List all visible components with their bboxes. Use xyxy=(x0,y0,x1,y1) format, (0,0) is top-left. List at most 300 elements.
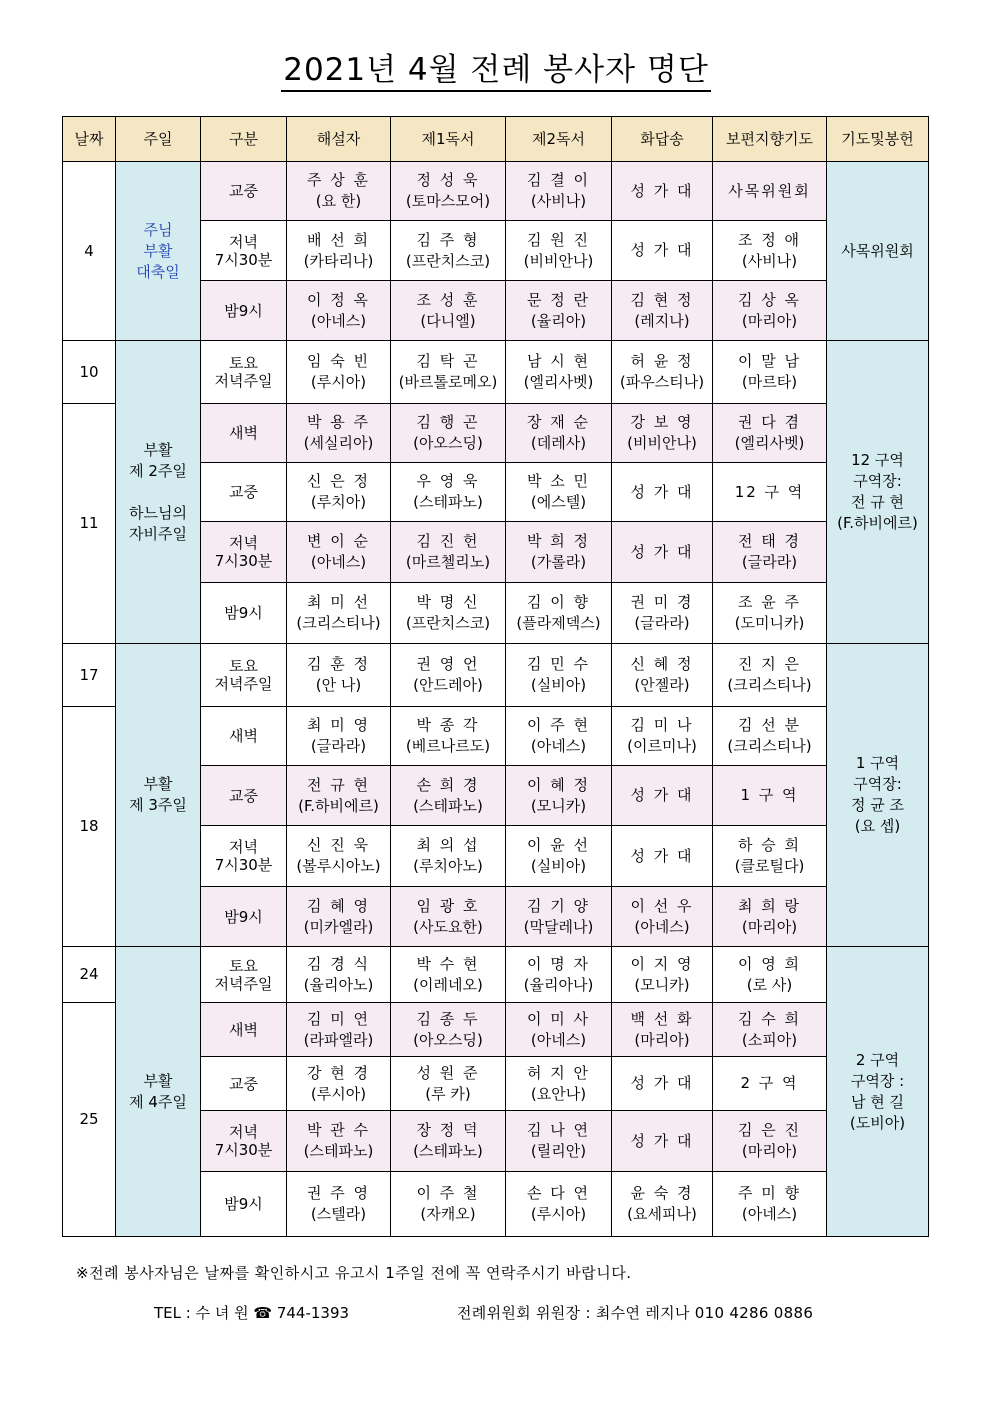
psalm-cell xyxy=(612,1003,713,1057)
reading2-cell xyxy=(506,766,612,826)
cell-line: 저녁 xyxy=(229,1123,258,1141)
cell-line: 제 3주일 xyxy=(129,796,187,814)
cell-line: 성 가 대 xyxy=(630,1131,694,1150)
cell-line: 제 4주일 xyxy=(129,1092,187,1111)
cell-line: 저녁 xyxy=(229,534,258,552)
reading1-cell xyxy=(391,281,506,341)
cell-line: 백 선 화 xyxy=(630,1009,694,1028)
cell-line: (엘리사벳) xyxy=(523,373,594,391)
cell-line: 손 희 경 xyxy=(416,775,480,794)
intercessions-cell xyxy=(713,162,827,221)
service-cell xyxy=(201,522,287,583)
cell-line: 성 원 준 xyxy=(416,1063,480,1082)
intercessions-cell xyxy=(713,1111,827,1172)
commentator-cell xyxy=(287,826,391,887)
commentator-cell xyxy=(287,404,391,463)
cell-line: 교중 xyxy=(229,182,258,200)
cell-line: 이 혜 정 xyxy=(526,775,590,794)
reading2-cell xyxy=(506,1172,612,1237)
cell-line: 밤9시 xyxy=(224,301,263,320)
commentator-cell xyxy=(287,463,391,522)
date-cell: 4 xyxy=(63,162,116,341)
cell-line: (안드레아) xyxy=(413,676,483,694)
cell-line: 성 가 대 xyxy=(630,786,694,804)
cell-line: (F.하비에르) xyxy=(298,796,379,815)
cell-line: 신 은 정 xyxy=(306,472,370,490)
service-cell xyxy=(201,1003,287,1057)
cell-line: 밤9시 xyxy=(224,1195,263,1213)
psalm-cell xyxy=(612,947,713,1003)
intercessions-cell xyxy=(713,1057,827,1111)
reading2-cell xyxy=(506,281,612,341)
service-cell xyxy=(201,947,287,1003)
commentator-cell xyxy=(287,1172,391,1237)
commentator-cell xyxy=(287,887,391,947)
cell-line: 권 미 경 xyxy=(630,593,694,611)
cell-line: 정 성 욱 xyxy=(416,171,480,189)
cell-line: 허 윤 정 xyxy=(630,352,694,370)
cell-line: (사비나) xyxy=(741,251,798,270)
cell-line: (미카엘라) xyxy=(303,917,374,936)
schedule-body xyxy=(63,162,929,1237)
cell-line: 김 현 정 xyxy=(630,290,694,309)
cell-line: (세실리아) xyxy=(303,434,374,452)
cell-line: (라파엘라) xyxy=(303,1030,374,1049)
cell-line: (아네스) xyxy=(530,737,587,755)
date-cell: 11 xyxy=(63,404,116,644)
reading1-cell xyxy=(391,522,506,583)
header-reading2: 제2독서 xyxy=(506,117,612,162)
cell-line: 제 2주일 xyxy=(129,461,187,480)
cell-line: 새벽 xyxy=(229,727,258,745)
commentator-cell xyxy=(287,162,391,221)
service-cell xyxy=(201,707,287,766)
psalm-cell xyxy=(612,281,713,341)
cell-line: (아네스) xyxy=(634,917,690,936)
cell-line: 조 윤 주 xyxy=(737,593,801,611)
cell-line: (요 셉) xyxy=(854,817,901,835)
header-psalm: 화답송 xyxy=(612,117,713,162)
cell-line: 권 다 겸 xyxy=(737,413,801,431)
cell-line: 배 선 희 xyxy=(306,230,370,249)
cell-line: 김 훈 정 xyxy=(306,655,370,673)
cell-line: 김 경 식 xyxy=(306,954,370,973)
cell-line: 박 명 신 xyxy=(416,593,480,611)
cell-line: 구역장: xyxy=(853,472,902,490)
cell-line: 김 주 형 xyxy=(416,230,480,249)
service-cell xyxy=(201,463,287,522)
psalm-cell xyxy=(612,707,713,766)
cell-line: (막달레나) xyxy=(523,917,594,936)
psalm-cell xyxy=(612,826,713,887)
reading1-cell xyxy=(391,162,506,221)
cell-line: (프란치스코) xyxy=(405,251,491,270)
header-intercessions: 보편지향기도 xyxy=(713,117,827,162)
cell-line: 7시30분 xyxy=(214,250,273,269)
cell-line: (스테파노) xyxy=(303,1142,374,1160)
cell-line: 저녁 xyxy=(229,838,258,856)
reading1-cell xyxy=(391,947,506,1003)
reading2-cell xyxy=(506,162,612,221)
reading2-cell xyxy=(506,463,612,522)
volunteer-schedule-table xyxy=(62,116,929,1237)
reading1-cell xyxy=(391,887,506,947)
cell-line: 새벽 xyxy=(229,424,258,442)
commentator-cell xyxy=(287,221,391,281)
header-sunday: 주일 xyxy=(116,117,201,162)
intercessions-cell xyxy=(713,887,827,947)
cell-line: 임 숙 빈 xyxy=(306,352,370,370)
cell-line: (아오스딩) xyxy=(413,1030,483,1049)
sunday-cell xyxy=(116,644,201,947)
cell-line: 김 결 이 xyxy=(526,171,590,189)
reading1-cell xyxy=(391,583,506,644)
cell-line: (실비아) xyxy=(530,857,587,875)
cell-line: 부활 xyxy=(143,1071,173,1090)
cell-line: (루치아) xyxy=(310,493,367,511)
cell-line: (요안나) xyxy=(530,1084,587,1103)
cell-line: 전 규 현 xyxy=(306,775,370,794)
intercessions-cell xyxy=(713,463,827,522)
cell-line: (프란치스코) xyxy=(405,614,491,632)
psalm-cell xyxy=(612,1111,713,1172)
cell-line: 김 진 헌 xyxy=(416,532,480,550)
cell-line: 이 선 우 xyxy=(630,896,694,915)
cell-line: (아네스) xyxy=(310,311,367,330)
cell-line: (글라라) xyxy=(634,614,690,632)
reading1-cell xyxy=(391,1111,506,1172)
reading1-cell xyxy=(391,1003,506,1057)
cell-line: (다니엘) xyxy=(420,311,476,330)
cell-line: (토마스모어) xyxy=(405,192,491,210)
cell-line: 하느님의 xyxy=(129,503,187,522)
cell-line: 저녁 xyxy=(229,232,258,251)
cell-line: 사목위원회 xyxy=(728,181,811,200)
cell-line: 성 가 대 xyxy=(630,1074,694,1092)
cell-line: 강 현 경 xyxy=(306,1063,370,1082)
cell-line: 김 탁 곤 xyxy=(416,352,480,370)
commentator-cell xyxy=(287,1003,391,1057)
cell-line: 구역장 : xyxy=(850,1071,905,1090)
intercessions-cell xyxy=(713,826,827,887)
header-service: 구분 xyxy=(201,117,287,162)
date-cell: 24 xyxy=(63,947,116,1003)
psalm-cell xyxy=(612,583,713,644)
cell-line: 김 은 진 xyxy=(737,1121,801,1139)
cell-line: (로 사) xyxy=(746,975,793,994)
cell-line: 성 가 대 xyxy=(630,542,694,561)
intercessions-cell xyxy=(713,341,827,404)
cell-line: 새벽 xyxy=(229,1020,258,1039)
service-cell xyxy=(201,644,287,707)
cell-line: 신 혜 정 xyxy=(630,655,694,673)
reading2-cell xyxy=(506,707,612,766)
commentator-cell xyxy=(287,522,391,583)
cell-line: 김 미 나 xyxy=(630,716,694,734)
cell-line: 주 상 훈 xyxy=(306,171,370,189)
cell-line: (에스텔) xyxy=(530,493,587,511)
cell-line: 7시30분 xyxy=(214,552,273,570)
cell-line: 저녁주일 xyxy=(214,372,273,390)
header-reading1: 제1독서 xyxy=(391,117,506,162)
cell-line: (크리스티나) xyxy=(296,614,381,632)
reading2-cell xyxy=(506,1057,612,1111)
cell-line: 진 지 은 xyxy=(737,655,801,673)
cell-line: (율리아나) xyxy=(523,975,594,994)
cell-line: 김 미 연 xyxy=(306,1009,370,1028)
cell-line: 성 가 대 xyxy=(630,482,694,501)
cell-line: 남 현 길 xyxy=(850,1092,904,1111)
psalm-cell xyxy=(612,1057,713,1111)
cell-line: (요세피나) xyxy=(627,1205,697,1223)
cell-line: (이레네오) xyxy=(413,975,483,994)
cell-line: 우 영 욱 xyxy=(416,472,480,490)
cell-line: 김 기 양 xyxy=(526,896,590,915)
cell-line: 박 소 민 xyxy=(526,472,590,490)
reading1-cell xyxy=(391,1057,506,1111)
cell-line: 토요 xyxy=(229,657,258,675)
service-cell xyxy=(201,341,287,404)
cell-line: (아네스) xyxy=(310,553,367,571)
reading2-cell xyxy=(506,221,612,281)
cell-line: 김 혜 영 xyxy=(306,896,370,915)
reading1-cell xyxy=(391,707,506,766)
cell-line: 부활 xyxy=(143,775,173,793)
cell-line: (마리아) xyxy=(634,1030,690,1049)
cell-line: (크리스티나) xyxy=(727,676,812,694)
cell-line: (소피아) xyxy=(741,1030,798,1049)
cell-line: 저녁주일 xyxy=(214,675,273,693)
cell-line: (가롤라) xyxy=(530,553,587,571)
cell-line: 김 이 향 xyxy=(526,593,590,611)
reading2-cell xyxy=(506,583,612,644)
service-cell xyxy=(201,1111,287,1172)
cell-line: 이 주 현 xyxy=(526,716,590,734)
reading1-cell xyxy=(391,404,506,463)
date-cell: 17 xyxy=(63,644,116,707)
cell-line: 대축일 xyxy=(136,262,180,281)
cell-line: 교중 xyxy=(229,786,258,805)
reading2-cell xyxy=(506,341,612,404)
cell-line: 최 미 영 xyxy=(306,716,370,734)
commentator-cell xyxy=(287,341,391,404)
cell-line: 12 구역 xyxy=(851,451,904,469)
cell-line: (루 카) xyxy=(425,1084,471,1103)
header-offering: 기도및봉헌 xyxy=(827,117,929,162)
cell-line: 최 의 섭 xyxy=(416,836,480,854)
cell-line: (도미니카) xyxy=(734,614,805,632)
service-cell xyxy=(201,1172,287,1237)
date-cell: 18 xyxy=(63,707,116,947)
cell-line: 밤9시 xyxy=(224,604,263,622)
service-cell xyxy=(201,826,287,887)
reading1-cell xyxy=(391,221,506,281)
commentator-cell xyxy=(287,1057,391,1111)
cell-line: 장 정 덕 xyxy=(416,1121,480,1139)
psalm-cell xyxy=(612,644,713,707)
cell-line: 권 주 영 xyxy=(306,1184,370,1202)
service-cell xyxy=(201,404,287,463)
cell-line: (율리아노) xyxy=(303,975,374,994)
cell-line: (마르타) xyxy=(741,373,798,391)
cell-line: 윤 숙 경 xyxy=(630,1184,694,1202)
cell-line: 김 행 곤 xyxy=(416,413,480,431)
cell-line: 토요 xyxy=(229,956,258,975)
cell-line: (루시아) xyxy=(310,373,367,391)
service-cell xyxy=(201,583,287,644)
cell-line: (베르나르도) xyxy=(405,737,491,755)
sunday-cell xyxy=(116,947,201,1237)
cell-line: (스텔라) xyxy=(310,1205,367,1223)
table-row xyxy=(63,644,929,707)
cell-line: 1 구역 xyxy=(855,754,900,772)
psalm-cell xyxy=(612,766,713,826)
cell-line: (아네스) xyxy=(741,1205,798,1223)
cell-line: 2 구 역 xyxy=(740,1074,799,1092)
cell-line: 신 진 욱 xyxy=(306,836,370,854)
cell-line: (크리스티나) xyxy=(727,737,812,755)
cell-line: (파우스티나) xyxy=(619,373,705,391)
cell-line: 이 미 사 xyxy=(526,1009,590,1028)
psalm-cell xyxy=(612,463,713,522)
service-cell xyxy=(201,281,287,341)
cell-line: (엘리사벳) xyxy=(734,434,805,452)
reading2-cell xyxy=(506,947,612,1003)
commentator-cell xyxy=(287,281,391,341)
service-cell xyxy=(201,766,287,826)
cell-line: (사도요한) xyxy=(413,917,483,936)
intercessions-cell xyxy=(713,404,827,463)
cell-line: (글라라) xyxy=(741,553,798,571)
cell-line: 이 지 영 xyxy=(630,954,694,973)
cell-line: 전 태 경 xyxy=(737,532,801,550)
reading2-cell xyxy=(506,644,612,707)
cell-line: 권 영 언 xyxy=(416,655,480,673)
date-cell: 10 xyxy=(63,341,116,404)
cell-line: 주님 xyxy=(143,220,173,239)
cell-line: (카타리나) xyxy=(303,251,374,270)
header-commentator: 해설자 xyxy=(287,117,391,162)
cell-line: 주 미 향 xyxy=(737,1184,801,1202)
cell-line: (요 한) xyxy=(315,192,362,210)
cell-line: 최 희 랑 xyxy=(737,896,801,915)
intercessions-cell xyxy=(713,281,827,341)
intercessions-cell xyxy=(713,644,827,707)
cell-line: 부활 xyxy=(143,241,173,260)
cell-line: 김 민 수 xyxy=(526,655,590,673)
intercessions-cell xyxy=(713,583,827,644)
cell-line: 이 말 남 xyxy=(737,352,801,370)
cell-line: (실비아) xyxy=(530,676,587,694)
cell-line: 허 지 안 xyxy=(526,1063,590,1082)
intercessions-cell xyxy=(713,1003,827,1057)
cell-line: 저녁주일 xyxy=(214,974,273,993)
cell-line: 남 시 현 xyxy=(526,352,590,370)
cell-line: (스테파노) xyxy=(413,493,483,511)
commentator-cell xyxy=(287,644,391,707)
cell-line: 김 나 연 xyxy=(526,1121,590,1139)
cell-line: 성 가 대 xyxy=(630,181,694,200)
sunday-cell xyxy=(116,341,201,644)
psalm-cell xyxy=(612,404,713,463)
cell-line: 7시30분 xyxy=(214,1141,273,1159)
intercessions-cell xyxy=(713,947,827,1003)
cell-line: 전 규 현 xyxy=(850,493,904,511)
cell-line: (모니카) xyxy=(634,975,690,994)
cell-line: (이르미나) xyxy=(627,737,697,755)
cell-line: (자캐오) xyxy=(420,1205,476,1223)
cell-line: 손 다 연 xyxy=(526,1184,590,1202)
reading2-cell xyxy=(506,1111,612,1172)
footer-committee: 전례위원회 위원장 : 최수연 레지나 010 4286 0886 xyxy=(457,1304,814,1322)
intercessions-cell xyxy=(713,766,827,826)
service-cell xyxy=(201,1057,287,1111)
cell-line: 최 미 선 xyxy=(306,593,370,611)
cell-line: 교중 xyxy=(229,483,258,501)
cell-line: 김 선 분 xyxy=(737,716,801,734)
cell-line: (릴리안) xyxy=(530,1142,587,1160)
cell-line: (안젤라) xyxy=(634,676,690,694)
cell-line: (마르첼리노) xyxy=(405,553,491,571)
intercessions-cell xyxy=(713,221,827,281)
service-cell xyxy=(201,162,287,221)
psalm-cell xyxy=(612,1172,713,1237)
sunday-cell xyxy=(116,162,201,341)
cell-line: 박 관 수 xyxy=(306,1121,370,1139)
cell-line: 12 구 역 xyxy=(734,482,805,501)
cell-line: (도비아) xyxy=(849,1113,906,1132)
cell-line: 토요 xyxy=(229,354,258,372)
cell-line: (바르톨로메오) xyxy=(398,373,498,391)
cell-line: 임 광 호 xyxy=(416,896,480,915)
date-cell: 25 xyxy=(63,1003,116,1237)
intercessions-cell xyxy=(713,707,827,766)
psalm-cell xyxy=(612,522,713,583)
psalm-cell xyxy=(612,341,713,404)
cell-line: 이 주 철 xyxy=(416,1184,480,1202)
cell-line: 박 종 각 xyxy=(416,716,480,734)
cell-line: 김 상 옥 xyxy=(737,290,801,309)
cell-line: 이 명 자 xyxy=(526,954,590,973)
intercessions-cell xyxy=(713,522,827,583)
psalm-cell xyxy=(612,887,713,947)
reading1-cell xyxy=(391,644,506,707)
cell-line: (F.하비에르) xyxy=(837,514,918,532)
reading2-cell xyxy=(506,404,612,463)
cell-line: (스테파노) xyxy=(413,796,483,815)
cell-line: 변 이 순 xyxy=(306,532,370,550)
table-row xyxy=(63,162,929,221)
cell-line: 하 승 희 xyxy=(737,836,801,854)
cell-line: 이 윤 선 xyxy=(526,836,590,854)
cell-line: (스테파노) xyxy=(413,1142,483,1160)
cell-line: (율리아) xyxy=(530,311,587,330)
reading2-cell xyxy=(506,1003,612,1057)
cell-line: (비비안나) xyxy=(627,434,697,452)
cell-line: 7시30분 xyxy=(214,856,273,874)
psalm-cell xyxy=(612,221,713,281)
cell-line: (비비안나) xyxy=(523,251,594,270)
page-title: 2021년 4월 전례 봉사자 명단 xyxy=(0,44,992,89)
cell-line: (루치아노) xyxy=(413,857,483,875)
reading2-cell xyxy=(506,826,612,887)
table-row xyxy=(63,341,929,404)
cell-line: 박 용 주 xyxy=(306,413,370,431)
cell-line: (마리아) xyxy=(741,917,798,936)
header-date: 날짜 xyxy=(63,117,116,162)
reading1-cell xyxy=(391,463,506,522)
cell-line: 사목위원회 xyxy=(841,241,914,260)
